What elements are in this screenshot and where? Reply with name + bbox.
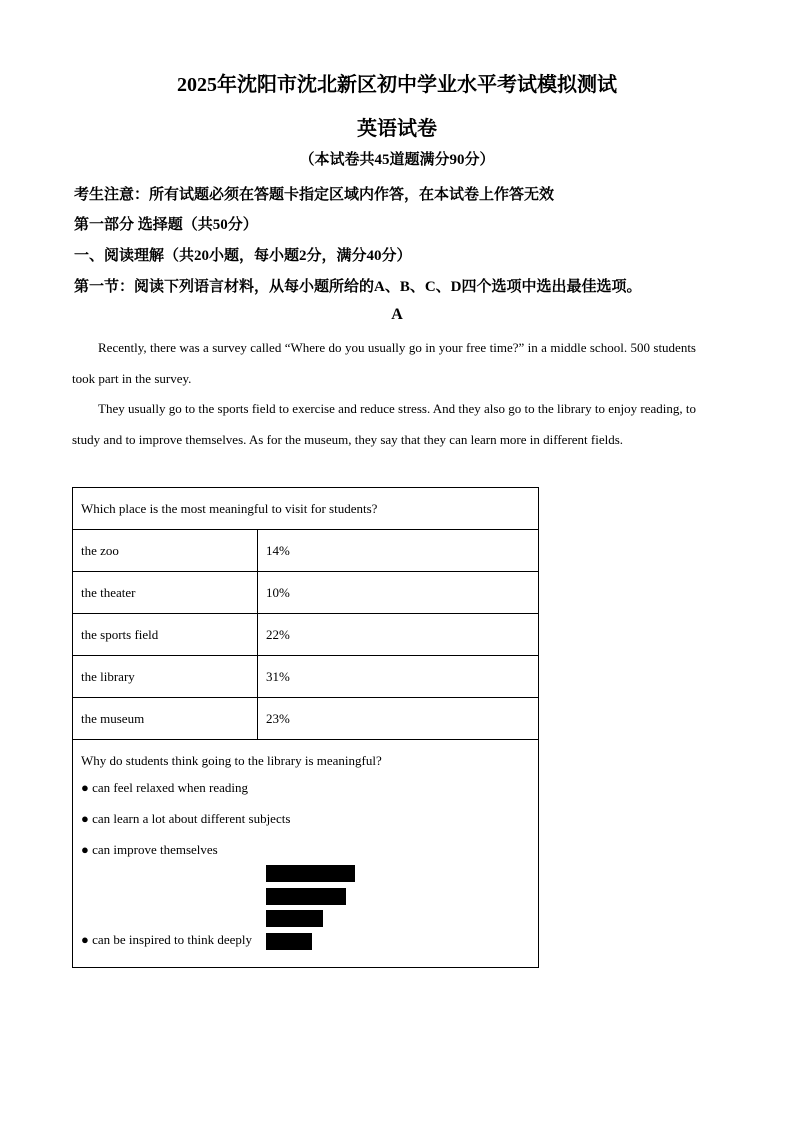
reasons-title: Why do students think going to the library is meaningful? [81, 753, 382, 768]
table-row [73, 698, 539, 740]
reason-item: ● can feel relaxed when reading [81, 780, 249, 795]
table-row [73, 530, 539, 572]
exam-subject: 英语试卷 [357, 118, 437, 140]
place-cell: the museum [73, 698, 258, 740]
percent-cell: 14% [258, 530, 539, 572]
table-row [73, 572, 539, 614]
bar-area [266, 865, 356, 955]
bar-4 [266, 933, 312, 950]
part-heading: 第一部分 选择题（共50分） [74, 217, 258, 233]
place-cell: the sports field [73, 614, 258, 656]
notice-line: 考生注意：所有试题必须在答题卡指定区域内作答，在本试卷上作答无效 [74, 187, 555, 203]
reason-item: ● can be inspired to think deeply [81, 932, 253, 947]
table-row [73, 614, 539, 656]
survey-table [72, 487, 539, 968]
bar-2 [266, 888, 346, 905]
section-heading: 一、阅读理解（共20小题，每小题2分，满分40分） [74, 248, 412, 264]
subsection-heading: 第一节：阅读下列语言材料，从每小题所给的A、B、C、D四个选项中选出最佳选项。 [74, 279, 642, 295]
bar-chart [81, 865, 530, 955]
reason-item: ● can learn a lot about different subjects [81, 811, 291, 826]
percent-cell: 23% [258, 698, 539, 740]
passage-paragraph-1: Recently, there was a survey called “Where do you usually go in your free time?” in a middle school. 500 students took part in the survey. [72, 340, 696, 386]
place-cell: the theater [73, 572, 258, 614]
table-row [73, 488, 539, 530]
percent-cell: 22% [258, 614, 539, 656]
passage-paragraph-2: They usually go to the sports field to exercise and reduce stress. And they also go to the library to enjoy reading, to study and to improve themselves. As for the museum, they say that they can learn more in different fields. [72, 401, 696, 447]
percent-cell: 31% [258, 656, 539, 698]
place-cell: the zoo [73, 530, 258, 572]
reason-item: ● can improve themselves [81, 842, 218, 857]
bar-1 [266, 865, 355, 882]
bar-3 [266, 910, 323, 927]
passage-letter: A [391, 306, 403, 323]
survey-question: Which place is the most meaningful to visit for students? [73, 488, 539, 530]
table-row [73, 740, 539, 968]
exam-title: 2025年沈阳市沈北新区初中学业水平考试模拟测试 [177, 74, 617, 96]
place-cell: the library [73, 656, 258, 698]
exam-note: （本试卷共45道题满分90分） [299, 152, 495, 168]
table-row [73, 656, 539, 698]
percent-cell: 10% [258, 572, 539, 614]
reasons-cell [73, 740, 539, 968]
